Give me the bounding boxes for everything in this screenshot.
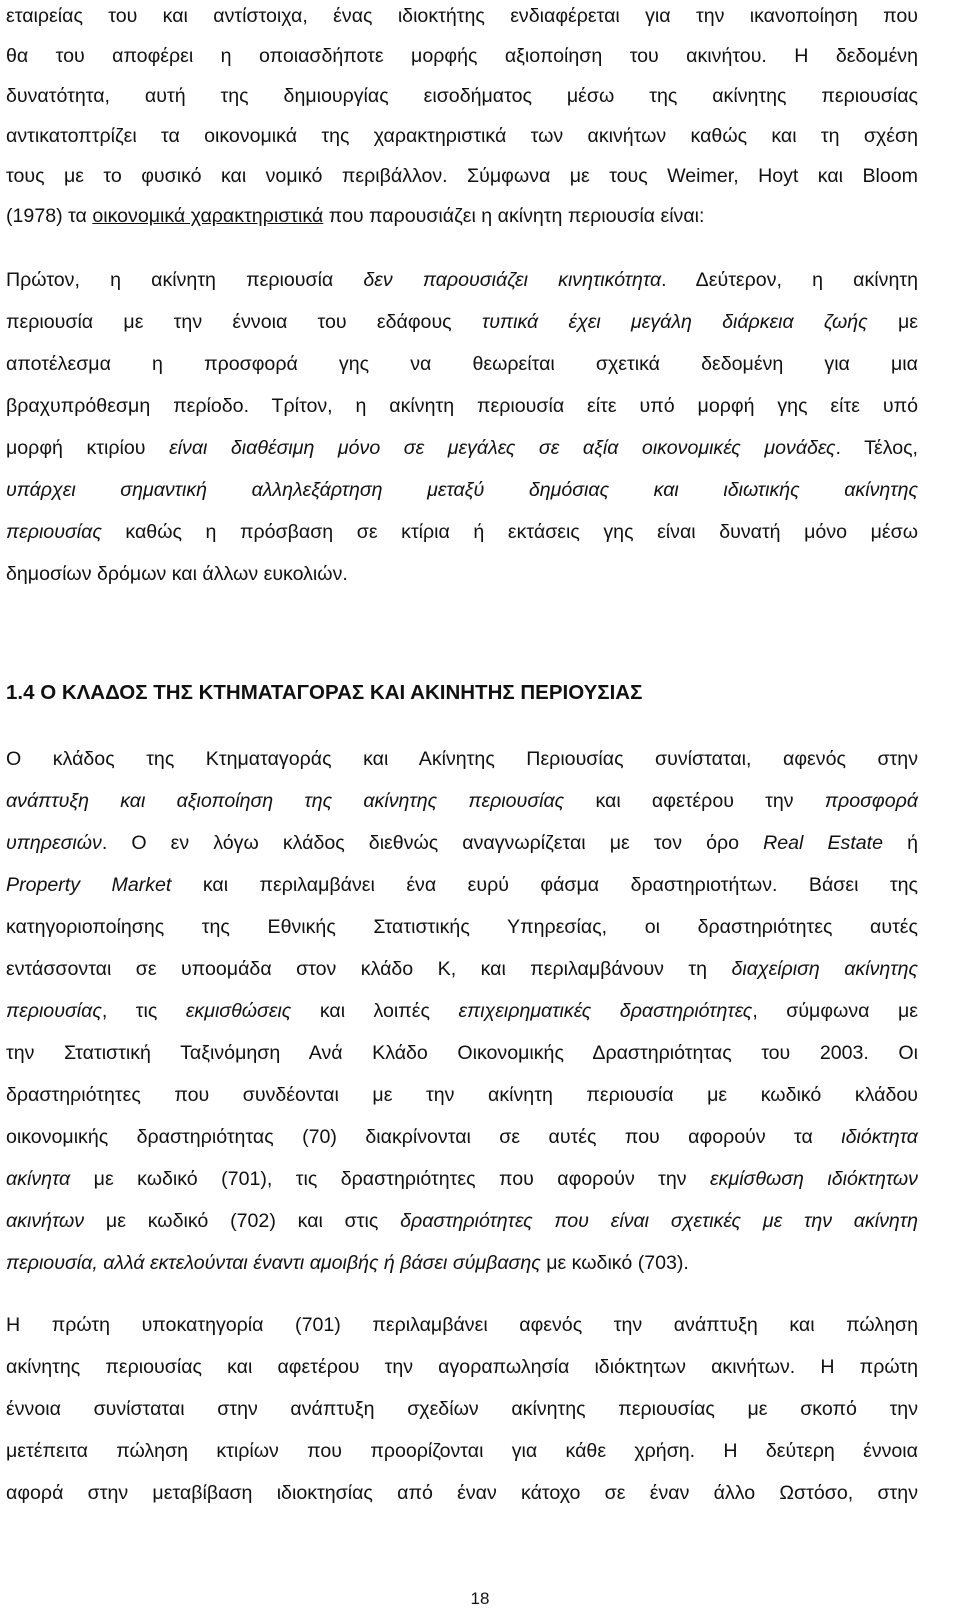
text-line: υπάρχει σημαντική αλληλεξάρτηση μεταξύ δημόσιας και ιδιωτικής ακίνητης [6,479,918,501]
text-line: περιουσία με την έννοια του εδάφους τυπικά έχει μεγάλη διάρκεια ζωής με [6,311,918,333]
text-line: αφορά στην μεταβίβαση ιδιοκτησίας από έναν κάτοχο σε έναν άλλο Ωστόσο, στην [6,1482,918,1504]
text-line: μετέπειτα πώληση κτιρίων που προορίζονται για κάθε χρήση. Η δεύτερη έννοια [6,1440,918,1462]
text-line: (1978) τα οικονομικά χαρακτηριστικά που παρουσιάζει η ακίνητη περιουσία είναι: [6,205,705,227]
text-line: περιουσίας, τις εκμισθώσεις και λοιπές επιχειρηματικές δραστηριότητες, σύμφωνα με [6,1000,918,1022]
underlined-phrase: οικονομικά χαρακτηριστικά [92,205,324,227]
text-line: έννοια συνίσταται στην ανάπτυξη σχεδίων ακίνητης περιουσίας με σκοπό την [6,1398,918,1420]
text-line: δημοσίων δρόμων και άλλων ευκολιών. [6,563,348,585]
text-line: εταιρείας του και αντίστοιχα, ένας ιδιοκτήτης ενδιαφέρεται για την ικανοποίηση που [6,5,918,27]
text-line: τους με το φυσικό και νομικό περιβάλλον. Σύμφωνα με τους Weimer, Hoyt και Bloom [6,165,918,187]
text-line: Property Market και περιλαμβάνει ένα ευρύ φάσμα δραστηριοτήτων. Βάσει της [6,874,918,896]
text-line: δραστηριότητες που συνδέονται με την ακίνητη περιουσία με κωδικό κλάδου [6,1084,918,1106]
text-line: ακίνητα με κωδικό (701), τις δραστηριότητες που αφορούν την εκμίσθωση ιδιόκτητων [6,1168,918,1190]
text-line: αντικατοπτρίζει τα οικονομικά της χαρακτηριστικά των ακινήτων καθώς και τη σχέση [6,125,918,147]
text-line: οικονομικής δραστηριότητας (70) διακρίνονται σε αυτές που αφορούν τα ιδιόκτητα [6,1126,918,1148]
text-line: Πρώτον, η ακίνητη περιουσία δεν παρουσιάζει κινητικότητα. Δεύτερον, η ακίνητη [6,269,918,291]
text-line: ακίνητης περιουσίας και αφετέρου την αγοραπωλησία ιδιόκτητων ακινήτων. Η πρώτη [6,1356,918,1378]
text-line: Ο κλάδος της Κτηματαγοράς και Ακίνητης Περιουσίας συνίσταται, αφενός στην [6,748,918,770]
page-number: 18 [470,1589,490,1608]
text-line: κατηγοριοποίησης της Εθνικής Στατιστικής Υπηρεσίας, οι δραστηριότητες αυτές [6,916,918,938]
text-line: περιουσία, αλλά εκτελούνται έναντι αμοιβής ή βάσει σύμβασης με κωδικό (703). [6,1252,689,1274]
text-line: δυνατότητα, αυτή της δημιουργίας εισοδήματος μέσω της ακίνητης περιουσίας [6,85,918,107]
text-line: εντάσσονται σε υποομάδα στον κλάδο Κ, και περιλαμβάνουν τη διαχείριση ακίνητης [6,958,918,980]
text-line: βραχυπρόθεσμη περίοδο. Τρίτον, η ακίνητη περιουσία είτε υπό μορφή γης είτε υπό [6,395,918,417]
text-line: υπηρεσιών. Ο εν λόγω κλάδος διεθνώς αναγνωρίζεται με τον όρο Real Estate ή [6,832,918,854]
text-line: ακινήτων με κωδικό (702) και στις δραστηριότητες που είναι σχετικές με την ακίνητη [6,1210,918,1232]
text-line: αποτέλεσμα η προσφορά γης να θεωρείται σχετικά δεδομένη για μια [6,353,918,375]
text-line: Η πρώτη υποκατηγορία (701) περιλαμβάνει αφενός την ανάπτυξη και πώληση [6,1314,918,1336]
text-line: θα του αποφέρει η οποιασδήποτε μορφής αξιοποίηση του ακινήτου. Η δεδομένη [6,45,918,67]
text-line: την Στατιστική Ταξινόμηση Ανά Κλάδο Οικονομικής Δραστηριότητας του 2003. Οι [6,1042,918,1064]
text-line: μορφή κτιρίου είναι διαθέσιμη μόνο σε μεγάλες σε αξία οικονομικές μονάδες. Τέλος, [6,437,918,459]
text-line: ανάπτυξη και αξιοποίηση της ακίνητης περιουσίας και αφετέρου την προσφορά [6,790,918,812]
text-line: περιουσίας καθώς η πρόσβαση σε κτίρια ή εκτάσεις γης είναι δυνατή μόνο μέσω [6,521,918,543]
section-heading: 1.4 Ο ΚΛΑΔΟΣ ΤΗΣ ΚΤΗΜΑΤΑΓΟΡΑΣ ΚΑΙ ΑΚΙΝΗΤΗΣ ΠΕΡΙΟΥΣΙΑΣ [6,681,643,704]
